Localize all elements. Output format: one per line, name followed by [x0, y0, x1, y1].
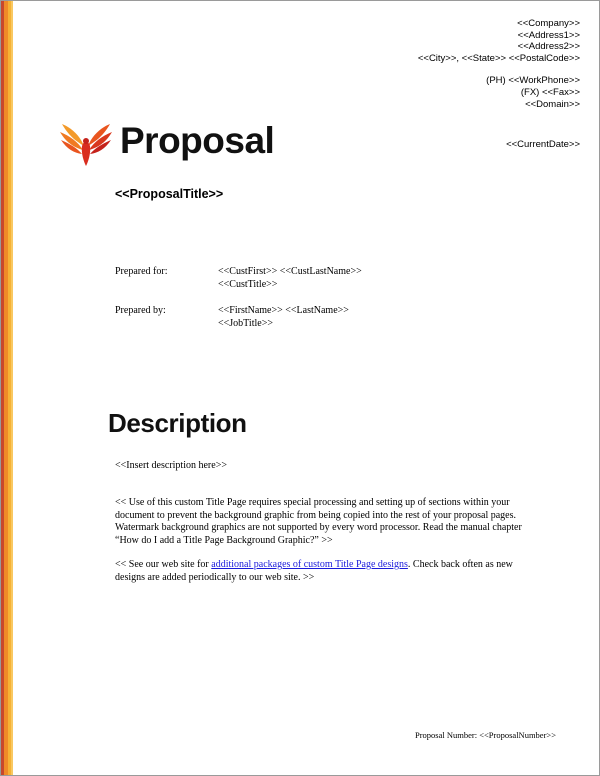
prepared-for-label: Prepared for: [115, 266, 168, 277]
author-name: <<FirstName>> <<LastName>> [218, 305, 349, 316]
phoenix-logo-icon [58, 118, 114, 168]
customer-name: <<CustFirst>> <<CustLastName>> [218, 266, 362, 277]
prepared-by-label: Prepared by: [115, 305, 166, 316]
left-stripe-light [11, 0, 13, 776]
website-note-prefix: << See our web site for [115, 559, 212, 570]
fax: (FX) <<Fax>> [520, 86, 580, 98]
website-note [115, 559, 525, 584]
current-date: <<CurrentDate>> [506, 139, 580, 150]
usage-note: << Use of this custom Title Page requires special processing and setting up of sections within your document to prevent the background graphic from being copied into the rest of your proposal pages. Watermark background graphics are not supported by every word processor. Read the manual chapter “How do I add a Title Page Background Graphic?” >> [115, 497, 522, 546]
address-line-1: <<Address1>> [517, 29, 580, 41]
customer-title: <<CustTitle>> [218, 278, 278, 290]
website-note-suffix: . Check back often as new designs are added periodically to our web site. >> [115, 559, 513, 583]
phone: (PH) <<WorkPhone>> [486, 75, 580, 87]
company-name: <<Company>> [517, 18, 580, 29]
prepared-for-details [218, 266, 362, 291]
company-address-block [418, 18, 580, 110]
description-placeholder: <<Insert description here>> [115, 460, 227, 471]
brand-title: Proposal [120, 120, 275, 161]
city-state-postal: <<City>>, <<State>> <<PostalCode>> [417, 52, 580, 64]
author-title: <<JobTitle>> [218, 317, 273, 329]
title-page-designs-link[interactable]: additional packages of custom Title Page designs [211, 559, 408, 570]
proposal-title: <<ProposalTitle>> [115, 187, 224, 201]
proposal-number: Proposal Number: <<ProposalNumber>> [415, 730, 556, 740]
description-heading: Description [108, 408, 247, 438]
address-line-2: <<Address2>> [517, 41, 580, 53]
domain: <<Domain>> [525, 98, 580, 110]
prepared-by-details [218, 305, 349, 330]
